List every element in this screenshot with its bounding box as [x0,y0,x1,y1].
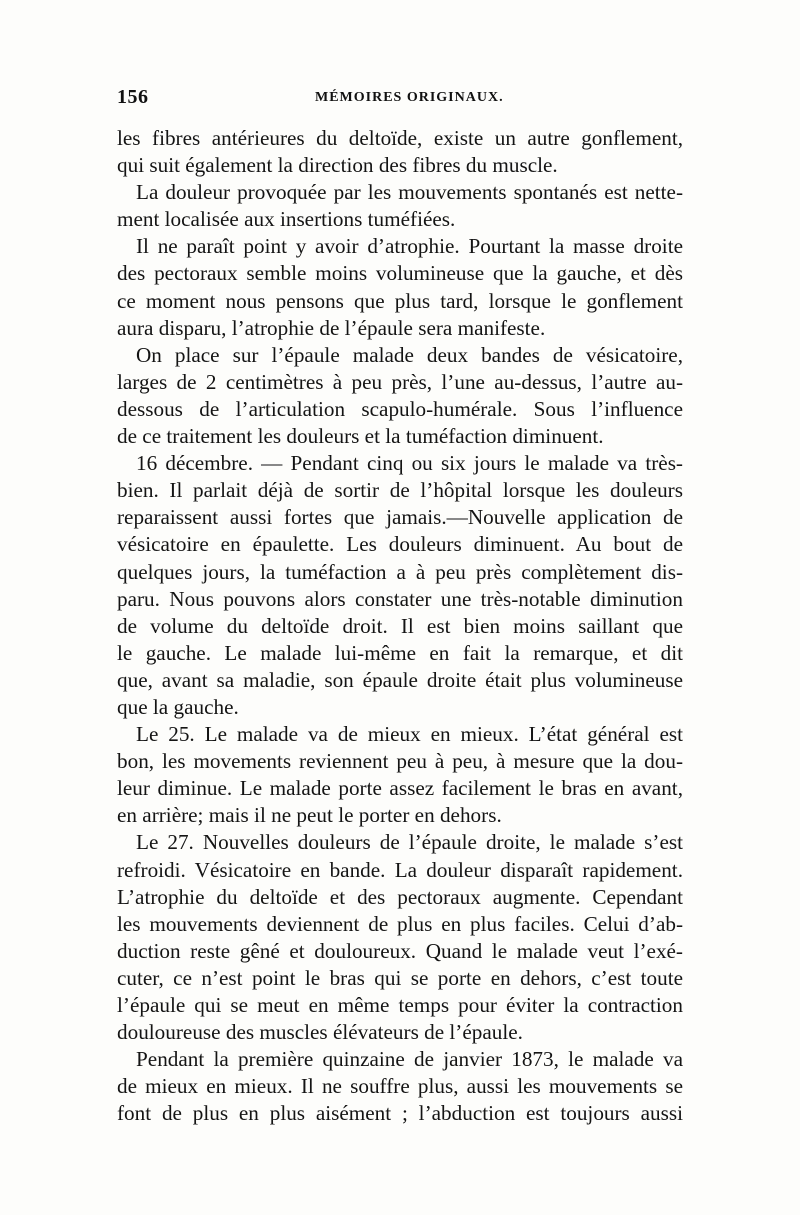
text-line: cuter, ce n’est point le bras qui se porte en dehors, c’est toute [117,965,683,990]
text-line: Il ne paraît point y avoir d’atrophie. Pourtant la masse droite [136,234,683,259]
text-line: que, avant sa maladie, son épaule droite était plus volumineuse [117,667,683,692]
text-line: Pendant la première quinzaine de janvier 1873, le malade va [136,1047,683,1072]
text-line: L’atrophie du deltoïde et des pectoraux augmente. Cependant [117,884,683,909]
text-line: dessous de l’articulation scapulo-humérale. Sous l’influence [117,396,683,421]
page-header [117,86,683,118]
text-line: l’épaule qui se meut en même temps pour éviter la contraction [117,993,683,1017]
text-line: quelques jours, la tuméfaction a à peu près complètement dis- [117,559,683,584]
text-line: On place sur l’épaule malade deux bandes de vésicatoire, [136,342,683,367]
text-line: bon, les movements reviennent peu à peu, à mesure que la dou- [117,749,683,774]
text-line: de mieux en mieux. Il ne souffre plus, aussi les mouvements se [117,1074,683,1099]
text-line: vésicatoire en épaulette. Les douleurs diminuent. Au bout de [117,532,683,557]
text-line: le gauche. Le malade lui-même en fait la remarque, et dit [117,640,683,665]
text-line: reparaissent aussi fortes que jamais.—Nouvelle application de [117,505,683,530]
text-line: paru. Nous pouvons alors constater une très-notable diminution [117,586,683,611]
running-head: MÉMOIRES ORIGINAUX. [315,90,504,105]
text-line: Le 25. Le malade va de mieux en mieux. L’état général est [136,722,683,747]
text-line: La douleur provoquée par les mouvements spontanés est nette- [136,180,683,205]
text-line: leur diminue. Le malade porte assez facilement le bras en avant, [117,776,683,801]
page-number: 156 [117,86,149,108]
text-line: bien. Il parlait déjà de sortir de l’hôpital lorsque les douleurs [117,478,683,503]
text-line: les fibres antérieures du deltoïde, existe un autre gonflement, [117,126,683,150]
text-line: douloureuse des muscles élévateurs de l’épaule. [117,1020,523,1045]
text-line: ce moment nous pensons que plus tard, lorsque le gonflement [117,288,683,313]
text-line: de ce traitement les douleurs et la tuméfaction diminuent. [117,424,604,449]
text-line: refroidi. Vésicatoire en bande. La douleur disparaît rapidement. [117,857,683,882]
body-text [117,125,683,1127]
text-line: qui suit également la direction des fibres du muscle. [117,153,558,178]
text-line: Le 27. Nouvelles douleurs de l’épaule droite, le malade s’est [136,830,683,855]
text-line: font de plus en plus aisément ; l’abduction est toujours aussi [117,1101,683,1126]
text-line: en arrière; mais il ne peut le porter en dehors. [117,803,502,828]
text-line: des pectoraux semble moins volumineuse que la gauche, et dès [117,261,683,286]
text-line: les mouvements deviennent de plus en plus faciles. Celui d’ab- [117,911,683,936]
text-line: aura disparu, l’atrophie de l’épaule sera manifeste. [117,315,546,340]
text-line: duction reste gêné et douloureux. Quand le malade veut l’exé- [117,938,683,963]
text-line: larges de 2 centimètres à peu près, l’une au-dessus, l’autre au- [117,369,683,394]
text-line: 16 décembre. — Pendant cinq ou six jours le malade va très- [136,451,683,476]
text-line: ment localisée aux insertions tuméfiées. [117,207,456,232]
text-line: de volume du deltoïde droit. Il est bien moins saillant que [117,613,683,638]
text-line: que la gauche. [117,694,239,719]
